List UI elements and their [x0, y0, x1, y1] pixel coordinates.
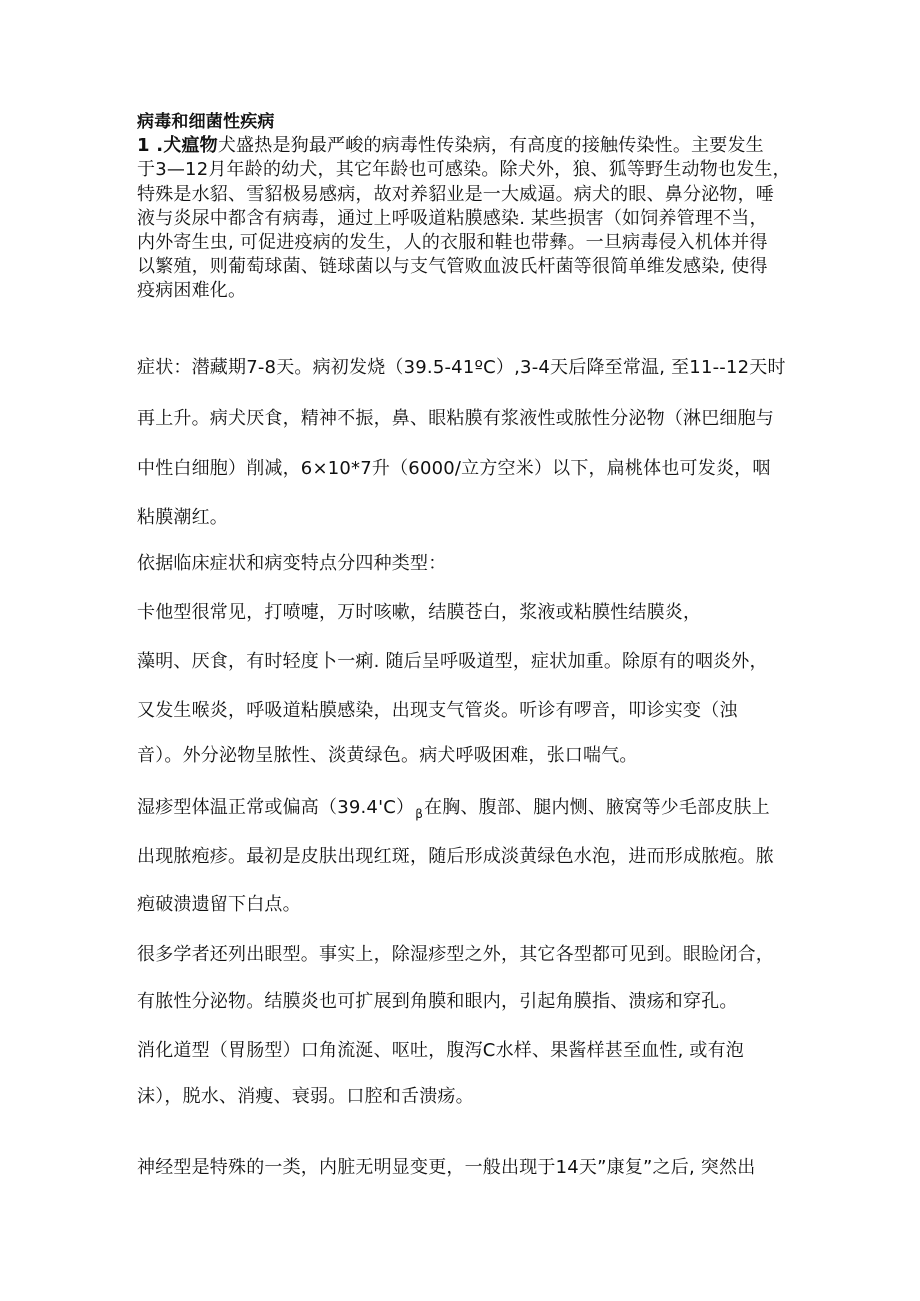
- eye-line-2: 有脓性分泌物。结膜炎也可扩展到角膜和眼内，引起角膜指、溃疡和穿孔。: [137, 991, 738, 1012]
- intro-line-5: 内外寄生虫, 可促进疫病的发生，人的衣服和鞋也带彝。一旦病毒侵入机体并得: [137, 232, 768, 253]
- section-number: 1: [137, 135, 150, 156]
- eczema-subscript: β: [415, 807, 424, 821]
- intro-line-4: 液与炎尿中都含有病毒，通过上呼吸道粘膜感染. 某些损害（如饲养管理不当，: [137, 208, 768, 229]
- digestive-line-2: 沫），脱水、消瘦、衰弱。口腔和舌溃疡。: [137, 1086, 474, 1107]
- eczema-line-1: [137, 797, 770, 825]
- digestive-line-1: 消化道型（胃肠型）口角流涎、呕吐，腹泻C水样、果酱样甚至血性, 或有泡: [137, 1040, 745, 1061]
- eye-line-1: 很多学者还列出眼型。事实上，除湿疹型之外，其它各型都可见到。眼睑闭合，: [137, 944, 774, 965]
- intro-line-1: [137, 135, 764, 157]
- symptoms-line-3: 中性白细胞）削减，6×10*7升（6000/立方空米）以下，扁桃体也可发炎，咽: [137, 458, 771, 479]
- catarrhal-line-4: 音）。外分泌物呈脓性、淡黄绿色。病犬呼吸困难，张口喘气。: [137, 745, 638, 766]
- eczema-text-before: 湿疹型体温正常或偏高（39.4'C）: [137, 797, 415, 818]
- intro-line-7: 疫病困难化。: [137, 280, 247, 301]
- types-intro: 依据临床症状和病变特点分四种类型：: [137, 553, 447, 574]
- symptoms-line-1: 症状：潜藏期7-8天。病初发烧（39.5-41ºC）,3-4天后降至常温, 至11--12天时: [137, 357, 786, 378]
- symptoms-line-4: 粘膜潮红。: [137, 507, 228, 528]
- intro-line-3: 特殊是水貂、雪貂极易感病，故对养貂业是一大威逼。病犬的眼、鼻分泌物，唾: [137, 184, 774, 205]
- document-title: 病毒和细菌性疾病: [137, 112, 275, 132]
- catarrhal-line-2: 藻明、厌食，有时轻度卜一痢. 随后呈呼吸道型，症状加重。除原有的咽炎外，: [137, 651, 768, 672]
- eczema-line-2: 出现脓疱疹。最初是皮肤出现红斑，随后形成淡黄绿色水泡，进而形成脓疱。脓: [137, 846, 774, 867]
- catarrhal-line-1: 卡他型很常见，打喷嚏，万时咳嗽，结膜苍白，浆液或粘膜性结膜炎，: [137, 602, 702, 623]
- symptoms-line-2: 再上升。病犬厌食，精神不振，鼻、眼粘膜有浆液性或脓性分泌物（淋巴细胞与: [137, 408, 774, 429]
- neural-line-1: 神经型是特殊的一类，内脏无明显变更，一般出现于14天”康复”之后, 突然出: [137, 1157, 756, 1178]
- eczema-text-after: 在胸、腹部、腿内恻、腋窝等少毛部皮肤上: [424, 797, 770, 818]
- intro-line-6: 以繁殖，则葡萄球菌、链球菌以与支气管败血波氏杆菌等很简单维发感染, 使得: [137, 256, 768, 277]
- intro-line-2: 于3—12月年龄的幼犬，其它年龄也可感染。除犬外，狼、狐等野生动物也发生，: [137, 159, 791, 180]
- eczema-line-3: 疱破溃遗留下白点。: [137, 894, 301, 915]
- catarrhal-line-3: 又发生喉炎，呼吸道粘膜感染，出现支气管炎。听诊有啰音，叩诊实变（浊: [137, 700, 738, 721]
- intro-text: 犬盛热是狗最严峻的病毒性传染病，有高度的接触传染性。主要发生: [217, 135, 764, 156]
- section-heading: .犬瘟物: [149, 135, 218, 156]
